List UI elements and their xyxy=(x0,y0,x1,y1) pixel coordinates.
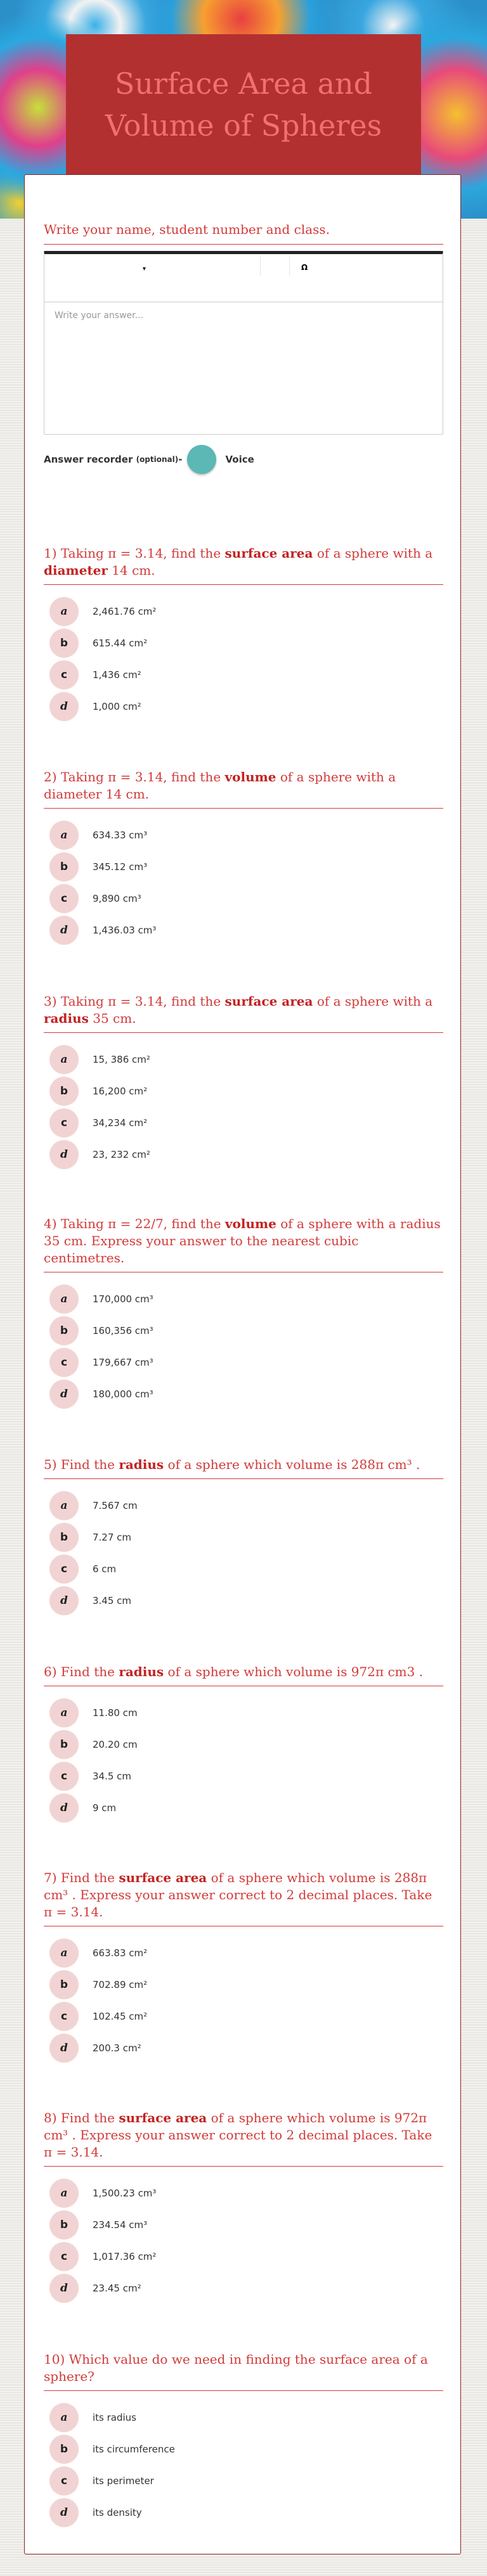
option-text: 102.45 cm² xyxy=(93,2011,148,2022)
answer-option-c[interactable] xyxy=(44,1553,443,1585)
question-text: 8) Find the xyxy=(44,2110,119,2125)
option-text: 180,000 cm³ xyxy=(93,1388,153,1400)
question-keyword: volume xyxy=(224,1216,276,1231)
option-text: its perimeter xyxy=(93,2475,154,2487)
toolbar-divider xyxy=(289,257,290,276)
answer-option-d[interactable] xyxy=(44,1378,443,1410)
option-letter-badge[interactable]: a xyxy=(49,2179,79,2208)
answer-option-d[interactable] xyxy=(44,2497,443,2528)
answer-option-d[interactable] xyxy=(44,691,443,722)
question-text: of a sphere which volume is 288π cm³ . Express your answer correct to 2 decimal places. Take π = 3.14. xyxy=(44,1870,432,1919)
option-text: 702.89 cm² xyxy=(93,1979,148,1990)
answer-option-c[interactable] xyxy=(44,659,443,691)
option-letter-badge[interactable]: c xyxy=(49,2242,79,2271)
answer-option-b[interactable] xyxy=(44,1075,443,1107)
option-text: 23.45 cm² xyxy=(93,2283,141,2294)
question-keyword: radius xyxy=(119,1457,164,1472)
option-text: 634.33 cm³ xyxy=(93,830,148,841)
answer-option-d[interactable] xyxy=(44,914,443,946)
question-5 xyxy=(44,1456,443,1617)
toolbar-divider xyxy=(260,257,261,276)
question-keyword: surface area xyxy=(224,994,313,1009)
question-text: of a sphere with a diameter 14 cm. xyxy=(44,769,396,802)
option-text: 1,500.23 cm³ xyxy=(93,2188,157,2199)
option-letter-badge[interactable]: c xyxy=(49,884,79,913)
answer-option-a[interactable] xyxy=(44,1283,443,1315)
answer-options xyxy=(44,1044,443,1170)
question-1 xyxy=(44,545,443,722)
option-letter-badge[interactable]: c xyxy=(49,660,79,689)
answer-option-c[interactable] xyxy=(44,2465,443,2497)
answer-option-b[interactable] xyxy=(44,1729,443,1760)
answer-options xyxy=(44,2402,443,2528)
question-text: 35 cm. xyxy=(88,1011,136,1026)
option-letter-badge[interactable]: c xyxy=(49,1348,79,1377)
option-letter-badge[interactable]: b xyxy=(49,1523,79,1552)
title-banner xyxy=(66,34,421,174)
answer-option-b[interactable] xyxy=(44,2433,443,2465)
option-letter-badge[interactable]: a xyxy=(49,1938,79,1968)
option-text: 663.83 cm² xyxy=(93,1947,148,1959)
question-keyword: surface area xyxy=(224,546,313,561)
answer-option-c[interactable] xyxy=(44,2001,443,2032)
question-text: of a sphere with a xyxy=(313,546,433,561)
option-letter-badge[interactable]: b xyxy=(49,1730,79,1759)
name-prompt: Write your name, student number and class. xyxy=(44,221,443,245)
answer-option-b[interactable] xyxy=(44,1522,443,1553)
answer-option-a[interactable] xyxy=(44,819,443,851)
option-letter-badge[interactable]: b xyxy=(49,2210,79,2240)
option-text: 170,000 cm³ xyxy=(93,1293,153,1305)
option-text: 200.3 cm² xyxy=(93,2042,141,2054)
question-title xyxy=(44,1215,443,1272)
option-letter-badge[interactable]: d xyxy=(49,692,79,721)
option-text: 3.45 cm xyxy=(93,1595,132,1606)
option-text: 7.567 cm xyxy=(93,1500,138,1511)
answer-option-b[interactable] xyxy=(44,851,443,883)
answer-option-a[interactable] xyxy=(44,1044,443,1075)
question-keyword: radius xyxy=(44,1011,89,1026)
question-text: of a sphere which volume is 972π cm3 . xyxy=(164,1664,424,1679)
special-character-button[interactable]: Ω xyxy=(301,263,308,272)
option-text: its radius xyxy=(93,2412,137,2423)
worksheet-title: Surface Area and Volume of Spheres xyxy=(105,66,382,143)
question-3 xyxy=(44,993,443,1170)
option-text: 1,017.36 cm² xyxy=(93,2251,157,2262)
question-text: 1) Taking π = 3.14, find the xyxy=(44,546,225,561)
editor-toolbar xyxy=(44,254,443,302)
answer-options xyxy=(44,596,443,722)
option-letter-badge[interactable]: d xyxy=(49,1380,79,1409)
option-text: 34.5 cm xyxy=(93,1771,132,1782)
answer-editor xyxy=(44,251,443,435)
question-text: 2) Taking π = 3.14, find the xyxy=(44,769,225,785)
answer-option-d[interactable] xyxy=(44,2272,443,2304)
option-letter-badge[interactable]: a xyxy=(49,2403,79,2432)
answer-option-b[interactable] xyxy=(44,1969,443,2001)
option-text: 2,461.76 cm² xyxy=(93,606,157,617)
answer-option-d[interactable] xyxy=(44,1792,443,1824)
recorder-label: Answer recorder xyxy=(44,454,133,465)
option-letter-badge[interactable]: c xyxy=(49,1762,79,1791)
answer-option-a[interactable] xyxy=(44,1937,443,1969)
option-letter-badge[interactable]: c xyxy=(49,1108,79,1137)
question-title xyxy=(44,769,443,809)
option-letter-badge[interactable]: b xyxy=(49,1970,79,1999)
question-6 xyxy=(44,1663,443,1824)
answer-option-c[interactable] xyxy=(44,883,443,914)
question-keyword: diameter xyxy=(44,563,108,578)
option-letter-badge[interactable]: d xyxy=(49,2498,79,2527)
option-text: its circumference xyxy=(93,2444,175,2455)
question-text: 3) Taking π = 3.14, find the xyxy=(44,994,225,1009)
answer-options xyxy=(44,1283,443,1410)
option-text: 15, 386 cm² xyxy=(93,1054,150,1065)
question-7 xyxy=(44,1869,443,2064)
option-letter-badge[interactable]: c xyxy=(49,1554,79,1584)
option-text: 6 cm xyxy=(93,1563,117,1575)
option-letter-badge[interactable]: a xyxy=(49,1045,79,1074)
answer-option-b[interactable] xyxy=(44,627,443,659)
question-title xyxy=(44,1869,443,1926)
answer-option-b[interactable] xyxy=(44,2209,443,2241)
answer-options xyxy=(44,1937,443,2064)
answer-option-d[interactable] xyxy=(44,1139,443,1170)
question-text: 7) Find the xyxy=(44,1870,119,1885)
question-text: 4) Taking π = 22/7, find the xyxy=(44,1216,225,1231)
question-text: of a sphere with a xyxy=(313,994,433,1009)
option-text: 1,436.03 cm³ xyxy=(93,925,157,936)
option-text: 11.80 cm xyxy=(93,1707,138,1719)
answer-recorder xyxy=(44,450,254,469)
option-letter-badge[interactable]: b xyxy=(49,2435,79,2464)
question-title xyxy=(44,2351,443,2391)
option-letter-badge[interactable]: b xyxy=(49,852,79,881)
option-letter-badge[interactable]: a xyxy=(49,597,79,626)
option-letter-badge[interactable]: b xyxy=(49,1077,79,1106)
option-letter-badge[interactable]: a xyxy=(49,1698,79,1727)
format-dropdown-caret-icon[interactable]: ▾ xyxy=(143,266,146,272)
answer-option-a[interactable] xyxy=(44,1490,443,1522)
option-text: 34,234 cm² xyxy=(93,1117,148,1129)
question-text: 5) Find the xyxy=(44,1457,119,1472)
answer-option-a[interactable] xyxy=(44,1697,443,1729)
option-text: its density xyxy=(93,2507,142,2518)
question-title xyxy=(44,545,443,585)
option-letter-badge[interactable]: c xyxy=(49,2466,79,2496)
answer-option-a[interactable] xyxy=(44,2177,443,2209)
option-text: 160,356 cm³ xyxy=(93,1325,153,1336)
option-text: 7.27 cm xyxy=(93,1532,132,1543)
question-text: 14 cm. xyxy=(107,563,155,578)
question-keyword: radius xyxy=(119,1664,164,1679)
option-letter-badge[interactable]: b xyxy=(49,629,79,658)
question-keyword: surface area xyxy=(119,1870,207,1885)
question-text: of a sphere which volume is 288π cm³ . xyxy=(164,1457,420,1472)
option-letter-badge[interactable]: d xyxy=(49,1586,79,1615)
question-title xyxy=(44,1663,443,1686)
answer-option-a[interactable] xyxy=(44,596,443,627)
question-9 xyxy=(44,2351,443,2528)
answer-options xyxy=(44,1697,443,1824)
question-8 xyxy=(44,2110,443,2304)
option-letter-badge[interactable]: d xyxy=(49,2034,79,2063)
recorder-dash: - xyxy=(178,454,183,465)
question-title xyxy=(44,2110,443,2167)
answer-option-c[interactable] xyxy=(44,2241,443,2272)
answer-option-c[interactable] xyxy=(44,1347,443,1378)
recorder-optional: (optional) xyxy=(136,455,179,464)
answer-option-d[interactable] xyxy=(44,2032,443,2064)
option-text: 179,667 cm³ xyxy=(93,1357,153,1368)
option-letter-badge[interactable]: d xyxy=(49,916,79,945)
answer-options xyxy=(44,819,443,946)
question-title xyxy=(44,993,443,1033)
option-text: 615.44 cm² xyxy=(93,638,148,649)
option-letter-badge[interactable]: d xyxy=(49,1140,79,1169)
option-text: 1,000 cm² xyxy=(93,701,141,712)
option-text: 9,890 cm³ xyxy=(93,893,141,904)
answer-option-d[interactable] xyxy=(44,1585,443,1617)
option-letter-badge[interactable]: c xyxy=(49,2002,79,2031)
option-text: 23, 232 cm² xyxy=(93,1149,150,1160)
option-text: 345.12 cm³ xyxy=(93,861,148,873)
option-text: 9 cm xyxy=(93,1802,117,1814)
question-keyword: volume xyxy=(224,769,276,785)
option-text: 234.54 cm³ xyxy=(93,2219,148,2231)
answer-option-c[interactable] xyxy=(44,1760,443,1792)
answer-textarea[interactable]: Write your answer... xyxy=(55,311,143,321)
option-letter-badge[interactable]: a xyxy=(49,821,79,850)
question-text: of a sphere with a radius 35 cm. Express your answer to the nearest cubic centimetres. xyxy=(44,1216,441,1266)
question-text: of a sphere which volume is 972π cm³ . Express your answer correct to 2 decimal places. Take π = 3.14. xyxy=(44,2110,432,2160)
question-keyword: surface area xyxy=(119,2110,207,2125)
answer-option-c[interactable] xyxy=(44,1107,443,1139)
question-title xyxy=(44,1456,443,1479)
option-text: 1,436 cm² xyxy=(93,669,141,681)
option-letter-badge[interactable]: d xyxy=(49,2274,79,2303)
answer-option-b[interactable] xyxy=(44,1315,443,1347)
option-letter-badge[interactable]: b xyxy=(49,1316,79,1345)
answer-option-a[interactable] xyxy=(44,2402,443,2433)
option-letter-badge[interactable]: d xyxy=(49,1793,79,1823)
option-letter-badge[interactable]: a xyxy=(49,1491,79,1520)
option-letter-badge[interactable]: a xyxy=(49,1285,79,1314)
option-text: 20.20 cm xyxy=(93,1739,138,1750)
question-2 xyxy=(44,769,443,946)
question-text: 6) Find the xyxy=(44,1664,119,1679)
recorder-voice-label: Voice xyxy=(225,454,254,465)
answer-options xyxy=(44,1490,443,1617)
question-text: 10) Which value do we need in finding the surface area of a sphere? xyxy=(44,2352,428,2384)
answer-options xyxy=(44,2177,443,2304)
option-text: 16,200 cm² xyxy=(93,1086,148,1097)
question-4 xyxy=(44,1215,443,1410)
